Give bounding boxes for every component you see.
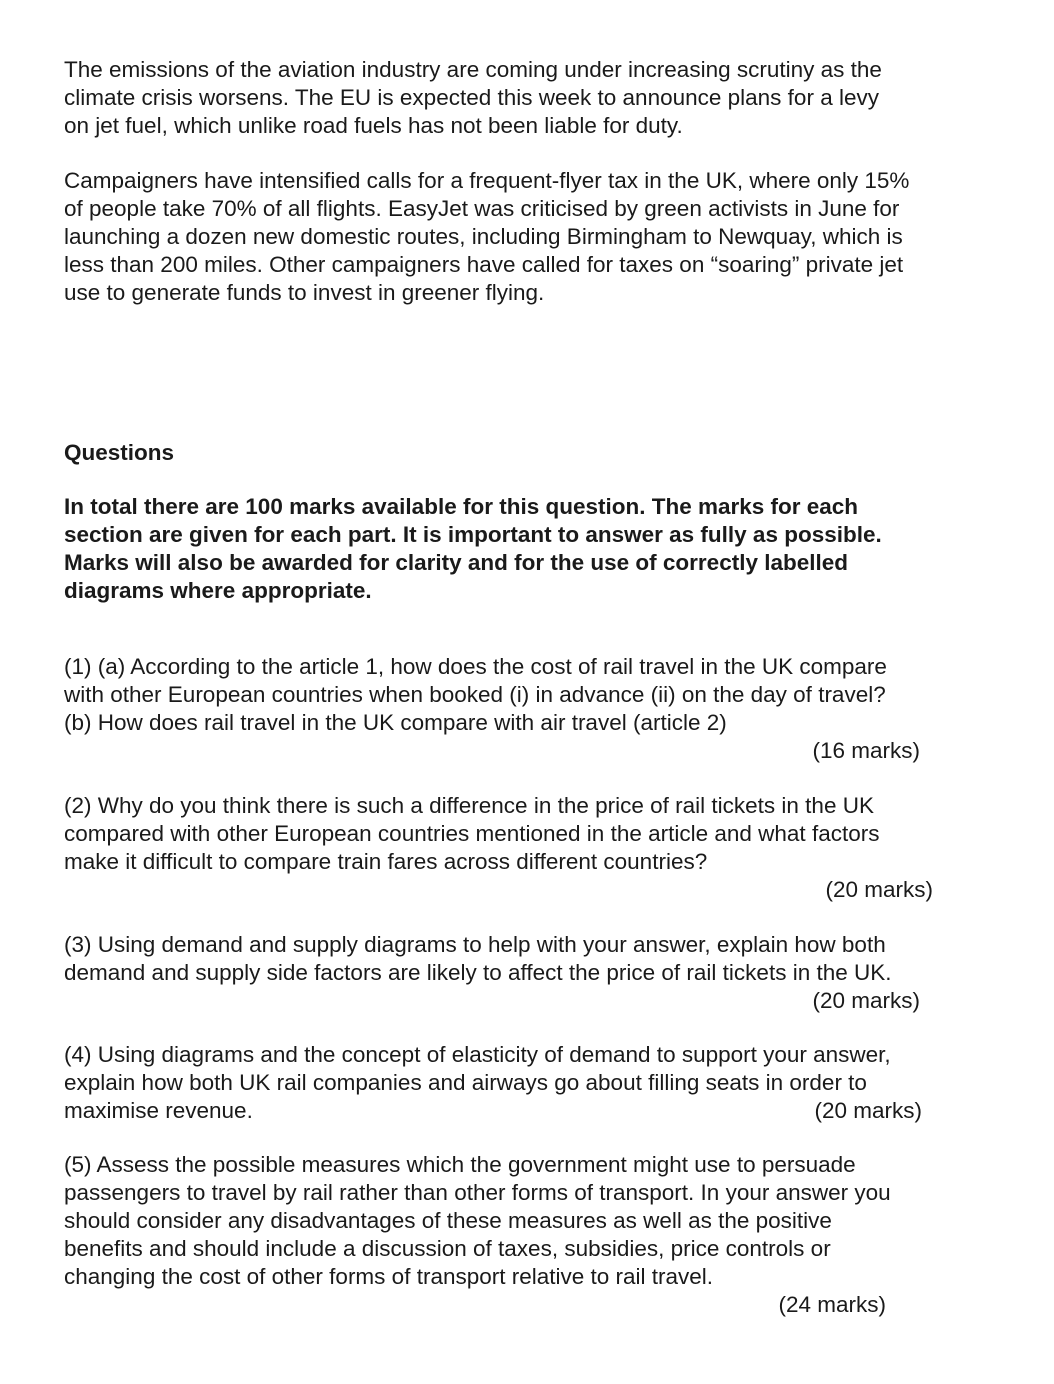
article-paragraph-1 <box>64 56 984 140</box>
article-p2-line: launching a dozen new domestic routes, including Birmingham to Newquay, which is <box>64 224 903 249</box>
instructions-line: diagrams where appropriate. <box>64 578 372 603</box>
question-line: (1) (a) According to the article 1, how does the cost of rail travel in the UK compare <box>64 654 887 679</box>
article-paragraph-2 <box>64 167 984 307</box>
question-line: benefits and should include a discussion of taxes, subsidies, price controls or <box>64 1236 831 1261</box>
question-4 <box>64 1041 984 1125</box>
article-p2-line: of people take 70% of all flights. EasyJet was criticised by green activists in June for <box>64 196 900 221</box>
question-line: with other European countries when booked (i) in advance (ii) on the day of travel? <box>64 682 886 707</box>
article-p1-line: climate crisis worsens. The EU is expected this week to announce plans for a levy <box>64 85 879 110</box>
question-line: make it difficult to compare train fares across different countries? <box>64 849 708 874</box>
article-p2-line: Campaigners have intensified calls for a frequent-flyer tax in the UK, where only 15% <box>64 168 910 193</box>
instructions-line: section are given for each part. It is important to answer as fully as possible. <box>64 522 882 547</box>
question-line: (4) Using diagrams and the concept of elasticity of demand to support your answer, <box>64 1042 891 1067</box>
article-p1-line: The emissions of the aviation industry are coming under increasing scrutiny as the <box>64 57 882 82</box>
question-last-line-row <box>64 1097 984 1125</box>
question-marks: (24 marks) <box>778 1292 886 1317</box>
question-marks: (20 marks) <box>812 988 920 1013</box>
question-line: demand and supply side factors are likely to affect the price of rail tickets in the UK. <box>64 960 892 985</box>
question-marks: (20 marks) <box>814 1098 922 1123</box>
question-line: (b) How does rail travel in the UK compare with air travel (article 2) <box>64 710 727 735</box>
question-line: (3) Using demand and supply diagrams to help with your answer, explain how both <box>64 932 886 957</box>
question-line: (5) Assess the possible measures which the government might use to persuade <box>64 1152 856 1177</box>
question-5 <box>64 1151 984 1319</box>
question-line: maximise revenue. <box>64 1098 253 1123</box>
instructions <box>64 493 984 605</box>
article-p2-line: less than 200 miles. Other campaigners have called for taxes on “soaring” private jet <box>64 252 904 277</box>
question-line: (2) Why do you think there is such a difference in the price of rail tickets in the UK <box>64 793 874 818</box>
questions-heading: Questions <box>64 440 175 465</box>
question-line: passengers to travel by rail rather than other forms of transport. In your answer you <box>64 1180 891 1205</box>
instructions-line: Marks will also be awarded for clarity and for the use of correctly labelled <box>64 550 848 575</box>
question-line: explain how both UK rail companies and airways go about filling seats in order to <box>64 1070 867 1095</box>
article-p1-line: on jet fuel, which unlike road fuels has not been liable for duty. <box>64 113 683 138</box>
question-3 <box>64 931 984 1015</box>
article-p2-line: use to generate funds to invest in greener flying. <box>64 280 545 305</box>
question-marks: (20 marks) <box>825 877 933 902</box>
question-line: compared with other European countries mentioned in the article and what factors <box>64 821 880 846</box>
question-marks: (16 marks) <box>812 738 920 763</box>
question-1 <box>64 653 984 765</box>
question-line: changing the cost of other forms of transport relative to rail travel. <box>64 1264 714 1289</box>
instructions-line: In total there are 100 marks available for this question. The marks for each <box>64 494 859 519</box>
question-line: should consider any disadvantages of these measures as well as the positive <box>64 1208 832 1233</box>
question-2 <box>64 792 984 904</box>
document-page <box>64 56 984 1319</box>
